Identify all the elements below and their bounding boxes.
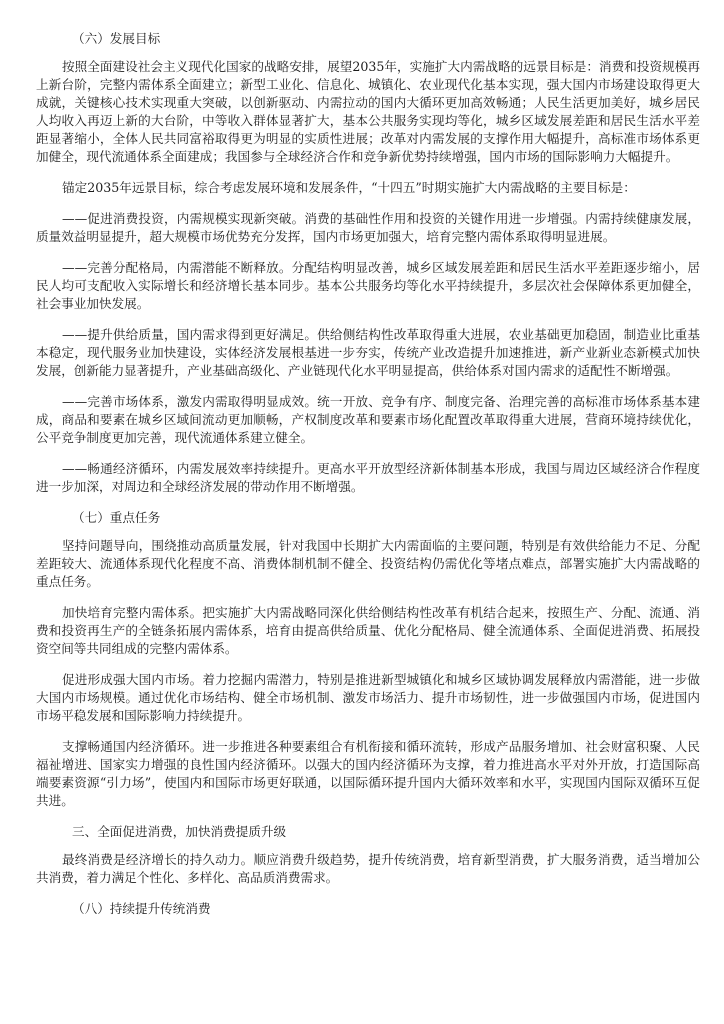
paragraph-goal-consumption-investment: ——促进消费投资，内需规模实现新突破。消费的基础性作用和投资的关键作用进一步增强。内需持续健康发展，质量效益明显提升，超大规模市场优势充分发挥，国内市场更加强大，培育完整内需体系取得明显进展。	[36, 211, 700, 244]
section-heading-key-tasks: （七）重点任务	[72, 510, 161, 525]
chapter-heading-promote-consumption: 三、全面促进消费，加快消费提质升级	[72, 824, 287, 839]
paragraph-goal-supply-quality: ——提升供给质量，国内需求得到更好满足。供给侧结构性改革取得重大进展，农业基础更加稳固，制造业比重基本稳定，现代服务业加快建设，实体经济发展根基进一步夯实，传统产业改造提升加速推进，新产业新业态新模式加快发展，创新能力显著提升，产业基础高级化、产业链现代化水平明显提高，供给体系对国内需求的适配性不断增强。	[36, 327, 700, 378]
section-heading-development-goals: （六）发展目标	[72, 31, 161, 46]
section-heading-traditional-consumption: （八）持续提升传统消费	[72, 901, 211, 916]
paragraph-goal-distribution: ——完善分配格局，内需潜能不断释放。分配结构明显改善，城乡区域发展差距和居民生活水平差距逐步缩小，居民人均可支配收入实际增长和经济增长基本同步。基本公共服务均等化水平持续提升，多层次社会保障体系更加健全，社会事业加快发展。	[36, 260, 700, 311]
paragraph-task-economic-circulation: 支撑畅通国内经济循环。进一步推进各种要素组合有机衔接和循环流转，形成产品服务增加、社会财富积聚、人民福祉增进、国家实力增强的良性国内经济循环。以强大的国内经济循环为支撑，着力推进高水平对外开放，打造国际高端要素资源“引力场”，使国内和国际市场更好联通，以国际循环提升国内大循环效率和水平，实现国内国际双循环互促共进。	[36, 739, 700, 808]
paragraph-task-domestic-demand-system: 加快培育完整内需体系。把实施扩大内需战略同深化供给侧结构性改革有机结合起来，按照生产、分配、流通、消费和投资再生产的全链条拓展内需体系，培育由提高供给质量、优化分配格局、健全流通体系、全面促进消费、拓展投资空间等共同组成的完整内需体系。	[36, 605, 700, 656]
document-page	[36, 30, 700, 928]
paragraph-task-domestic-market: 促进形成强大国内市场。着力挖掘内需潜力，特别是推进新型城镇化和城乡区域协调发展释放内需潜能，进一步做大国内市场规模。通过优化市场结构、健全市场机制、激发市场活力、提升市场韧性，进一步做强国内市场，促进国内市场平稳发展和国际影响力持续提升。	[36, 672, 700, 723]
paragraph-goal-market-system: ——完善市场体系，激发内需取得明显成效。统一开放、竞争有序、制度完备、治理完善的高标准市场体系基本建成，商品和要素在城乡区域间流动更加顺畅，产权制度改革和要素市场化配置改革取得重大进展，营商环境持续优化，公平竞争制度更加完善，现代流通体系建立健全。	[36, 394, 700, 445]
paragraph-goal-economic-circulation: ——畅通经济循环，内需发展效率持续提升。更高水平开放型经济新体制基本形成，我国与周边区域经济合作程度进一步加深，对周边和全球经济发展的带动作用不断增强。	[36, 461, 700, 494]
paragraph-consumption-intro: 最终消费是经济增长的持久动力。顺应消费升级趋势，提升传统消费，培育新型消费，扩大服务消费，适当增加公共消费，着力满足个性化、多样化、高品质消费需求。	[36, 852, 700, 885]
paragraph-vision-2035: 按照全面建设社会主义现代化国家的战略安排，展望2035年，实施扩大内需战略的远景目标是：消费和投资规模再上新台阶，完整内需体系全面建立；新型工业化、信息化、城镇化、农业现代化基本实现，强大国内市场建设取得更大成就，关键核心技术实现重大突破，以创新驱动、内需拉动的国内大循环更加高效畅通；人民生活更加美好，城乡居民人均收入再迈上新的大台阶，中等收入群体显著扩大，基本公共服务实现均等化，城乡区域发展差距和居民生活水平差距显著缩小，全体人民共同富裕取得更为明显的实质性进展；改革对内需发展的支撑作用大幅提升，高标准市场体系更加健全，现代流通体系全面建成；我国参与全球经济合作和竞争新优势持续增强，国内市场的国际影响力大幅提升。	[36, 59, 700, 164]
paragraph-tasks-intro: 坚持问题导向，围绕推动高质量发展，针对我国中长期扩大内需面临的主要问题，特别是有效供给能力不足、分配差距较大、流通体系现代化程度不高、消费体制机制不健全、投资结构仍需优化等堵点难点，部署实施扩大内需战略的重点任务。	[36, 538, 700, 589]
paragraph-main-goals-intro: 锚定2035年远景目标，综合考虑发展环境和发展条件，“十四五”时期实施扩大内需战略的主要目标是：	[62, 180, 636, 195]
